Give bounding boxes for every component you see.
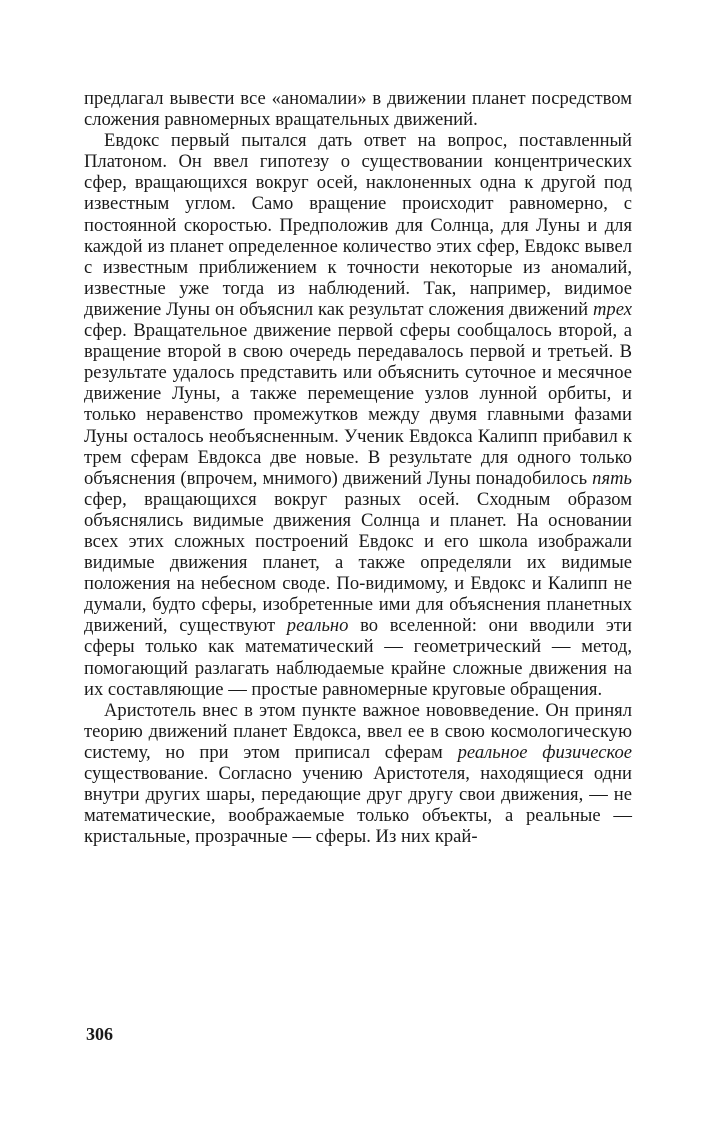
paragraph-text: во вселенной: они вводили эти сферы только как математический — геометрический — метод, помогающий разлагать наблюдаемые крайне сложные движения на их составляющие — простые равномерные круговые обращения. (84, 615, 632, 700)
paragraph-3 (84, 700, 632, 848)
paragraph-text: сфер. Вращательное движение первой сферы сообщалось второй, а вращение второй в свою очередь передавалось первой и третьей. В результате удалось представить или объяснить суточное и месячное движение Луны, а также перемещение узлов лунной орбиты, и только неравенство промежутков между двумя главными фазами Луны осталось необъясненным. Ученик Евдокса Калипп прибавил к трем сферам Евдокса две новые. В результате для одного только объяснения (впрочем, мнимого) движений Луны понадобилось (84, 320, 632, 489)
paragraph-text: Евдокс первый пытался дать ответ на вопрос, поставленный Платоном. Он ввел гипотезу о существовании концентрических сфер, вращающихся вокруг осей, наклоненных одна к другой под известным углом. Само вращение происходит равномерно, с постоянной скоростью. Предположив для Солнца, для Луны и для каждой из планет определенное количество этих сфер, Евдокс вывел с известным приближением к точности некоторые из аномалий, известные уже тогда из наблюдений. Так, например, видимое движение Луны он объяснил как результат сложения движений (84, 130, 632, 320)
paragraph-1 (84, 88, 632, 130)
emphasis-text: реально (286, 615, 349, 637)
page-number: 306 (86, 1024, 113, 1044)
emphasis-text: пять (592, 467, 632, 489)
paragraph-text: предлагал вывести все «аномалии» в движении планет посредством сложения равномерных вращательных движений. (84, 88, 632, 131)
emphasis-text: реальное физическое (457, 741, 632, 763)
paragraph-2 (84, 130, 632, 700)
paragraph-text: существование. Согласно учению Аристотеля, находящиеся одни внутри других шары, передающие друг другу свои движения, — не математические, воображаемые только объекты, а реальные — кристальные, прозрачные — сферы. Из них край- (84, 763, 632, 848)
paragraph-text: Аристотель внес в этом пункте важное нововведение. Он принял теорию движений планет Евдокса, ввел ее в свою космологическую систему, но при этом приписал сферам (84, 699, 632, 763)
paragraph-text: сфер, вращающихся вокруг разных осей. Сходным образом объяснялись видимые движения Солнца и планет. На основании всех этих сложных построений Евдокс и его школа изображали видимые движения планет, а также определяли их видимые положения на небесном своде. По-видимому, и Евдокс и Калипп не думали, будто сферы, изобретенные ими для объяснения планетных движений, существуют (84, 488, 632, 637)
page-body (84, 88, 632, 847)
emphasis-text: трех (593, 298, 632, 320)
